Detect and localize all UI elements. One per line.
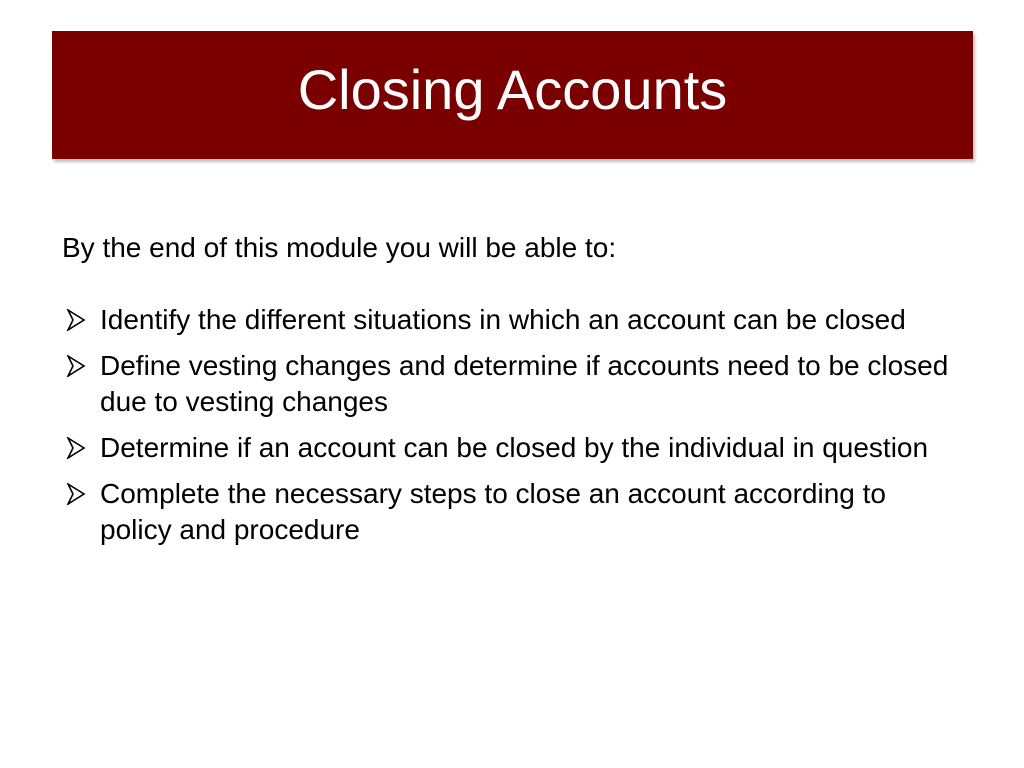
slide-body (62, 228, 962, 558)
objective-text: Define vesting changes and determine if accounts need to be closed due to vesting changes (100, 350, 949, 417)
objective-item (62, 302, 962, 338)
objective-text: Complete the necessary steps to close an account according to policy and procedure (100, 478, 886, 545)
objective-item (62, 430, 962, 466)
title-bar (52, 31, 973, 159)
arrow-bullet-icon (66, 355, 86, 377)
objective-item (62, 476, 962, 548)
slide-title: Closing Accounts (297, 58, 728, 121)
objective-text: Determine if an account can be closed by the individual in question (100, 432, 929, 463)
intro-text: By the end of this module you will be able to: (62, 232, 617, 263)
objectives-list (62, 302, 962, 548)
objective-text: Identify the different situations in which an account can be closed (100, 304, 906, 335)
objective-item (62, 348, 962, 420)
arrow-bullet-icon (66, 437, 86, 459)
arrow-bullet-icon (66, 309, 86, 331)
arrow-bullet-icon (66, 483, 86, 505)
